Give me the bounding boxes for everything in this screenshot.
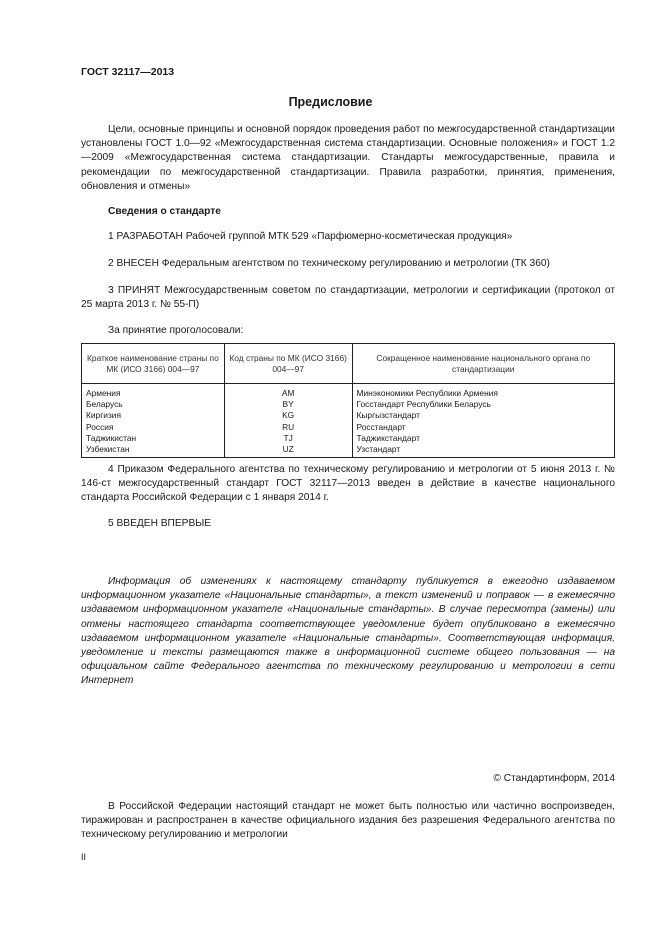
cell-code: BY [224,399,352,410]
section-heading: Сведения о стандарте [108,206,221,217]
cell-code: UZ [224,444,352,458]
table-header-code: Код страны по МК (ИСО 3166) 004—97 [224,344,352,384]
intro-paragraph: Цели, основные принципы и основной порядок проведения работ по межгосударственной стандартизации установлены ГОСТ 1.0—92 «Межгосударственная система стандартизации. Основные положения» и ГОСТ 1.2—2009 «Межгосударственная система стандартизации. Стандарты межгосударственные, правила и рекомендации по межгосударственной стандартизации. Правила разработки, принятия, применения, обновления и отмены» [81,124,615,192]
item-4: 4 Приказом Федерального агентства по техническому регулированию и метрологии от 5 июня 2013 г. № 146-ст межгосударственный стандарт ГОСТ 32117—2013 введен в действие в качестве национального стандарта Российской Федерации с 1 января 2014 г. [81,464,615,504]
cell-code: KG [224,410,352,421]
page-title: Предисловие [288,95,373,109]
table-row [82,444,615,458]
item-3: 3 ПРИНЯТ Межгосударственным советом по стандартизации, метрологии и сертификации (протокол от 25 марта 2013 г. № 55-П) [81,285,615,311]
document-id-header: ГОСТ 32117—2013 [81,66,175,78]
item-2: 2 ВНЕСЕН Федеральным агентством по техническому регулированию и метрологии (ТК 360) [108,258,550,269]
cell-country: Таджикистан [82,433,225,444]
table-header-country: Краткое наименование страны по МК (ИСО 3166) 004—97 [82,344,225,384]
cell-country: Беларусь [82,399,225,410]
item-5: 5 ВВЕДЕН ВПЕРВЫЕ [108,518,212,529]
cell-body: Таджикстандарт [352,433,614,444]
cell-code: TJ [224,433,352,444]
table-row [82,410,615,421]
cell-country: Россия [82,422,225,433]
cell-body: Кыргызстандарт [352,410,614,421]
page-number: II [81,852,87,862]
table-row [82,384,615,400]
item-1: 1 РАЗРАБОТАН Рабочей группой МТК 529 «Парфюмерно-косметическая продукция» [108,231,513,242]
countries-table [81,343,615,458]
cell-body: Госстандарт Республики Беларусь [352,399,614,410]
cell-country: Узбекистан [82,444,225,458]
cell-body: Узстандарт [352,444,614,458]
copyright-notice: © Стандартинформ, 2014 [493,773,615,784]
rights-notice: В Российской Федерации настоящий стандарт не может быть полностью или частично воспроизведен, тиражирован и распространен в качестве официального издания без разрешения Федерального агентства по техническому регулированию и метрологии [81,801,615,841]
table-row [82,422,615,433]
vote-label: За принятие проголосовали: [108,325,244,336]
cell-country: Киргизия [82,410,225,421]
cell-code: RU [224,422,352,433]
table-row [82,433,615,444]
cell-country: Армения [82,384,225,400]
cell-body: Росстандарт [352,422,614,433]
cell-body: Минэкономики Республики Армения [352,384,614,400]
table-row [82,399,615,410]
table-header-body: Сокращенное наименование национального органа по стандартизации [352,344,614,384]
cell-code: AM [224,384,352,400]
info-notice: Информация об изменениях к настоящему стандарту публикуется в ежегодно издаваемом информационном указателе «Национальные стандарты», а текст изменений и поправок — в ежемесячно издаваемом информационном указателе «Национальные стандарты». В случае пересмотра (замены) или отмены настоящего стандарта соответствующее уведомление будет опубликовано в ежемесячно издаваемом информационном указателе «Национальные стандарты». Соответствующая информация, уведомление и тексты размещаются также в информационной системе общего пользования — на официальном сайте Федерального агентства по техническому регулированию и метрологии в сети Интернет [81,576,615,687]
